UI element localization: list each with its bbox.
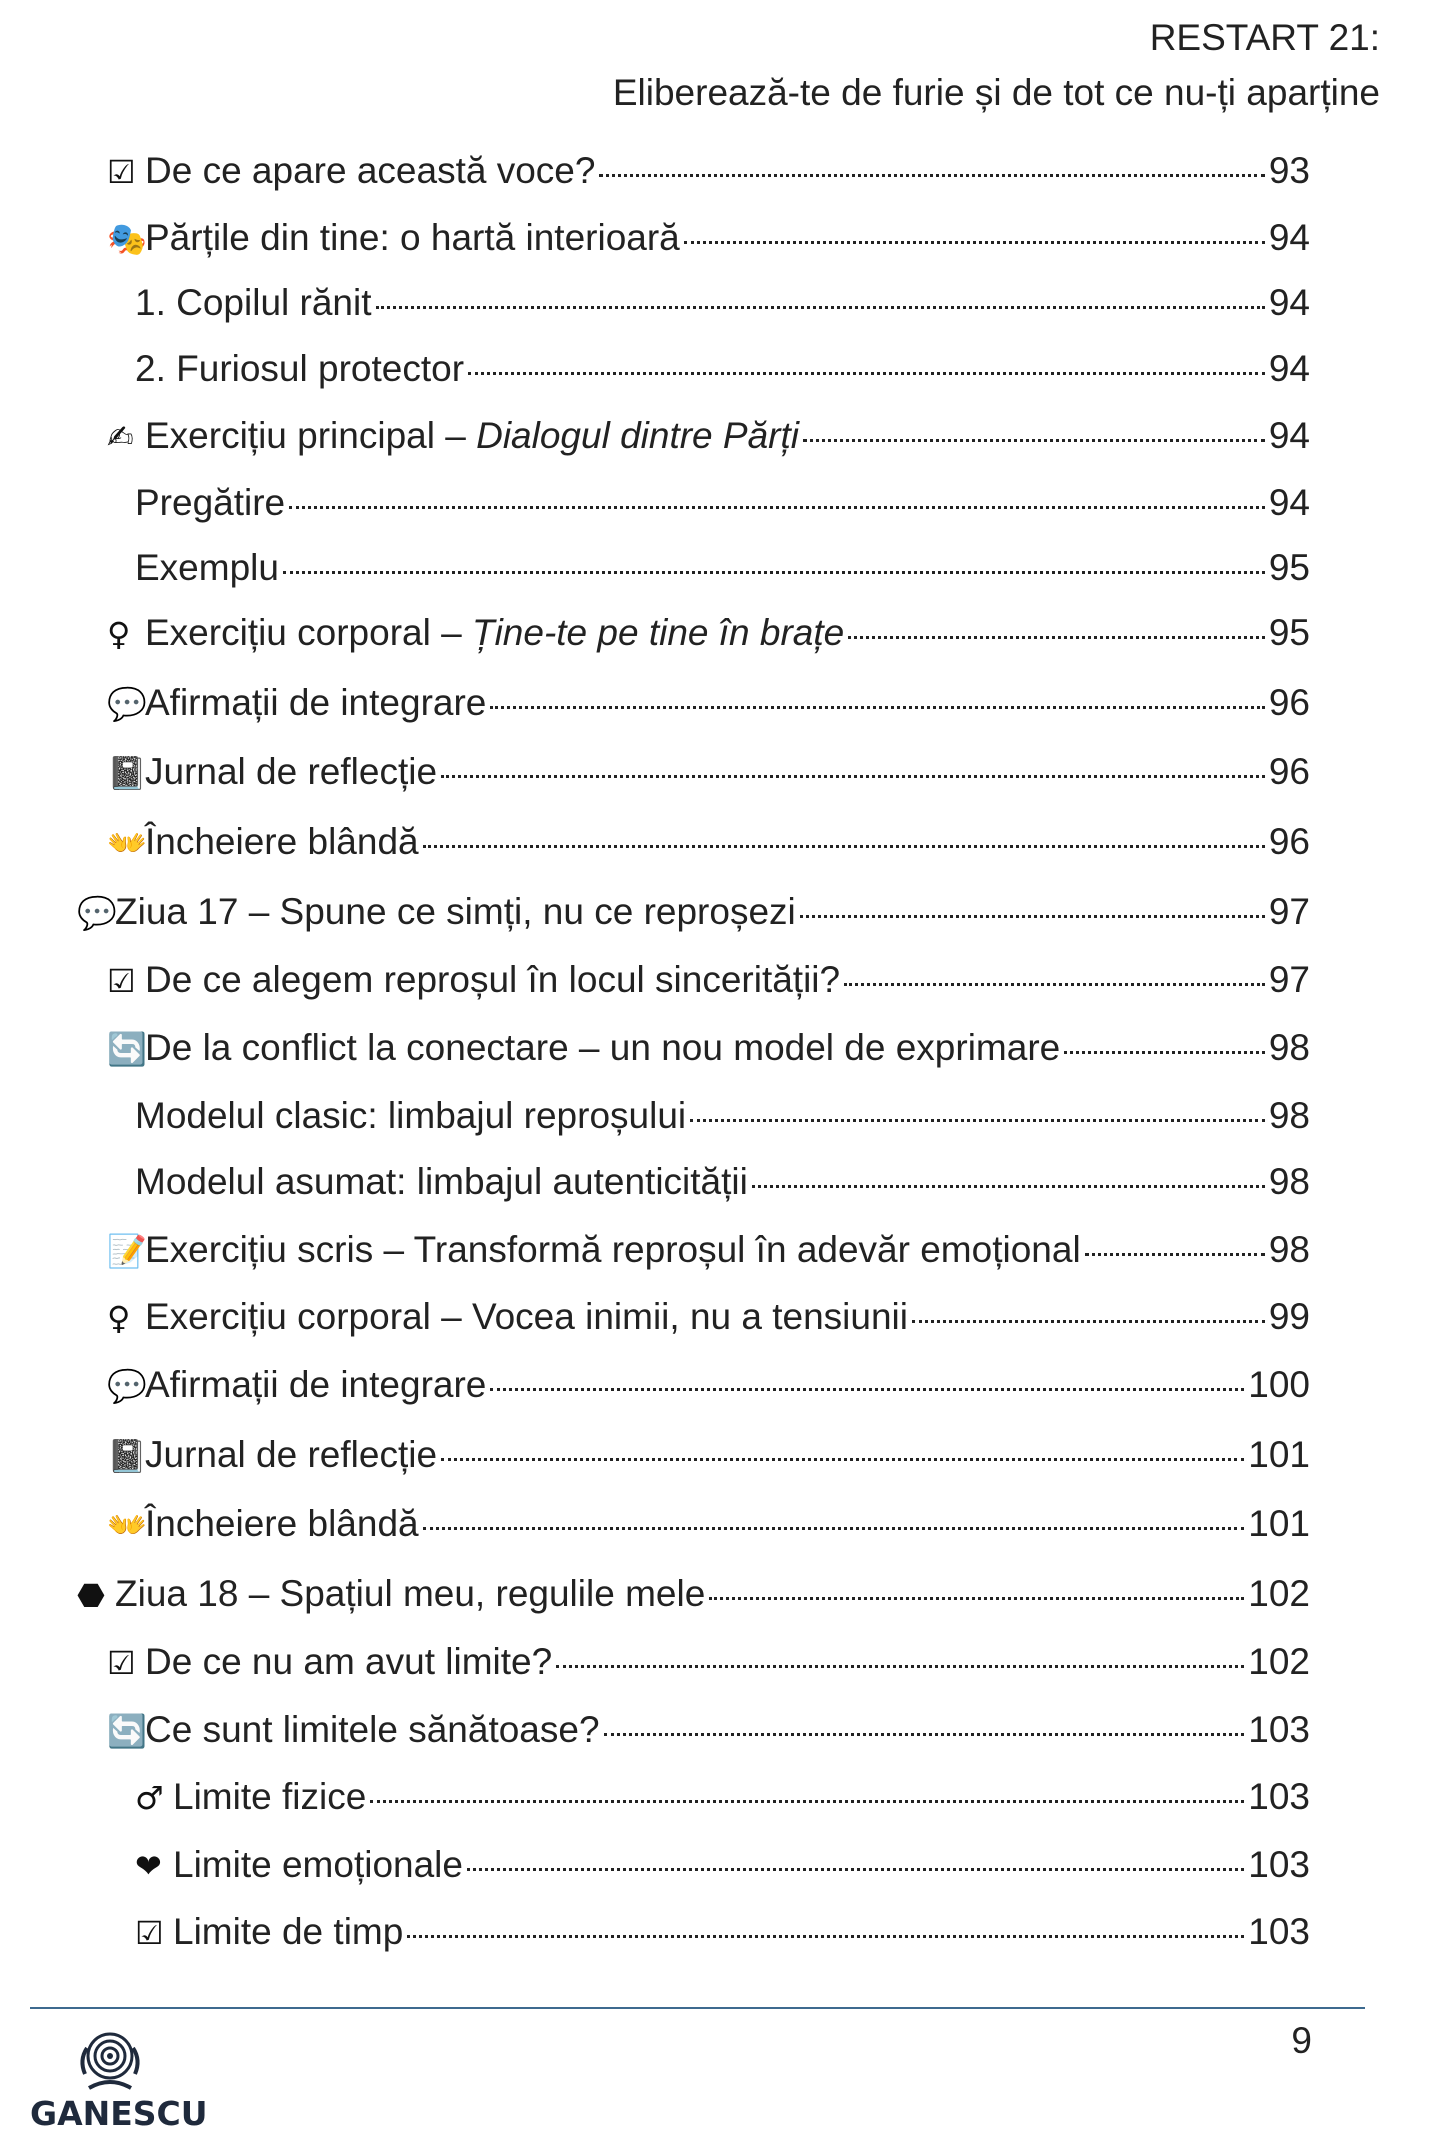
dot-leader — [441, 1457, 1244, 1461]
toc-entry-title — [173, 1911, 403, 1953]
toc-entry-title — [145, 751, 437, 793]
toc-entry-page: 103 — [1248, 1776, 1310, 1817]
toc-entry[interactable] — [135, 1911, 1310, 1971]
toc-entry-title-text: 2. Furiosul protector — [135, 348, 465, 389]
toc-entry-page: 94 — [1268, 282, 1310, 323]
toc-entry-page: 94 — [1268, 415, 1310, 456]
checkbox-icon: ☑ — [107, 962, 136, 1000]
checkbox-icon: ☑ — [107, 1644, 136, 1682]
logo-text: GANESCU — [30, 2094, 208, 2133]
toc-entry-title — [145, 1641, 552, 1683]
toc-entry-title-text: De ce apare această voce? — [145, 150, 596, 191]
dot-leader — [684, 240, 1265, 244]
dot-leader — [803, 438, 1265, 442]
toc-entry-title — [145, 612, 844, 654]
toc-entry[interactable] — [135, 1776, 1310, 1836]
dot-leader — [604, 1732, 1245, 1736]
toc-entry[interactable] — [135, 282, 1310, 342]
logo-emblem-icon — [75, 2030, 145, 2092]
toc-entry[interactable] — [107, 1027, 1310, 1087]
toc-entry[interactable] — [77, 1573, 1310, 1633]
male-sign-icon: ♂ — [135, 1779, 164, 1817]
dot-leader — [599, 173, 1264, 177]
toc-entry-page: 101 — [1248, 1503, 1310, 1544]
toc-entry-page: 97 — [1268, 959, 1310, 1000]
cycle-arrows-icon: 🔄 — [107, 1712, 147, 1750]
dot-leader — [423, 1526, 1245, 1530]
toc-entry-title-italic: Ține-te pe tine în brațe — [471, 612, 845, 653]
toc-entry-title-text: Exercițiu corporal – — [145, 612, 472, 653]
footer-divider — [30, 2007, 1365, 2009]
toc-entry[interactable] — [107, 1641, 1310, 1701]
toc-entry-title — [145, 150, 595, 192]
toc-entry-title-text: Pregătire — [135, 482, 286, 523]
toc-entry[interactable] — [107, 959, 1310, 1019]
toc-entry-title — [145, 1434, 437, 1476]
theater-masks-icon: 🎭 — [107, 220, 147, 258]
toc-entry[interactable] — [135, 348, 1310, 408]
toc-entry-page: 98 — [1268, 1229, 1310, 1270]
toc-entry[interactable] — [107, 1364, 1310, 1424]
dot-leader — [1085, 1252, 1265, 1256]
dot-leader — [709, 1596, 1244, 1600]
toc-entry-title-text: Modelul clasic: limbajul reproșului — [135, 1095, 687, 1136]
toc-entry-title-text: Exercițiu principal – — [145, 415, 477, 456]
toc-entry-title-text: Afirmații de integrare — [145, 1364, 487, 1405]
toc-entry-title-text: Exercițiu scris – Transformă reproșul în adevăr emoțional — [145, 1229, 1081, 1270]
toc-entry-page: 101 — [1248, 1434, 1310, 1475]
toc-entry-title-text: Limite emoționale — [173, 1844, 463, 1885]
toc-entry-page: 98 — [1268, 1095, 1310, 1136]
dot-leader — [289, 505, 1265, 509]
female-sign-icon: ♀ — [107, 1299, 131, 1337]
toc-entry-title — [145, 821, 419, 863]
toc-entry[interactable] — [107, 751, 1310, 811]
toc-entry-page: 98 — [1268, 1027, 1310, 1068]
header-title: RESTART 21: — [1149, 17, 1380, 58]
dot-leader — [370, 1799, 1244, 1803]
toc-entry[interactable] — [107, 682, 1310, 742]
toc-entry[interactable] — [135, 482, 1310, 542]
toc-entry-title-text: Modelul asumat: limbajul autenticității — [135, 1161, 748, 1202]
open-hands-icon: 👐 — [107, 1506, 147, 1544]
speech-bubble-icon: 💬 — [107, 685, 147, 723]
toc-entry-title-text: Încheiere blândă — [145, 821, 419, 862]
notebook-icon: 📓 — [107, 754, 147, 792]
toc-entry-title — [145, 959, 840, 1001]
toc-entry[interactable] — [107, 1229, 1310, 1289]
dot-leader — [556, 1664, 1244, 1668]
toc-entry-title — [135, 547, 279, 589]
toc-entry-title — [173, 1776, 366, 1818]
toc-entry-title — [145, 1709, 600, 1751]
dot-leader — [848, 635, 1265, 639]
toc-entry-title-text: Afirmații de integrare — [145, 682, 487, 723]
toc-entry[interactable] — [107, 1434, 1310, 1494]
toc-entry-page: 96 — [1268, 821, 1310, 862]
speech-bubble-icon: 💬 — [107, 1367, 147, 1405]
open-hands-icon: 👐 — [107, 824, 147, 862]
toc-entry[interactable] — [135, 1844, 1310, 1904]
toc-entry-page: 96 — [1268, 682, 1310, 723]
dot-leader — [690, 1118, 1265, 1122]
toc-entry-page: 102 — [1248, 1641, 1310, 1682]
toc-entry-title — [135, 1161, 748, 1203]
toc-entry-page: 94 — [1268, 482, 1310, 523]
toc-entry-title-text: Jurnal de reflecție — [145, 1434, 438, 1475]
heart-icon: ❤ — [135, 1847, 162, 1885]
dot-leader — [468, 371, 1265, 375]
toc-entry-title — [135, 482, 285, 524]
toc-entry[interactable] — [107, 1709, 1310, 1769]
dot-leader — [1064, 1050, 1265, 1054]
dot-leader — [441, 774, 1265, 778]
dot-leader — [283, 570, 1265, 574]
toc-entry-title — [135, 348, 464, 390]
dot-leader — [376, 305, 1265, 309]
toc-entry-title-text: De ce alegem reproșul în locul sincerității? — [145, 959, 841, 1000]
toc-entry-title-text: 1. Copilul rănit — [135, 282, 372, 323]
female-sign-icon: ♀ — [107, 615, 131, 653]
toc-entry-page: 94 — [1268, 217, 1310, 258]
toc-entry-title-text: Ziua 17 – Spune ce simți, nu ce reproșezi — [115, 891, 796, 932]
toc-entry-page: 103 — [1248, 1844, 1310, 1885]
page-number: 9 — [1291, 2020, 1312, 2061]
toc-entry-title-text: Ce sunt limitele sănătoase? — [145, 1709, 600, 1750]
toc-entry[interactable] — [135, 547, 1310, 607]
toc-entry[interactable] — [135, 1161, 1310, 1221]
toc-entry-page: 100 — [1248, 1364, 1310, 1405]
toc-entry-title — [145, 1229, 1081, 1271]
toc-entry-title — [145, 217, 680, 259]
toc-entry-page: 97 — [1268, 891, 1310, 932]
toc-entry-title-text: Limite fizice — [173, 1776, 367, 1817]
toc-entry-title — [145, 1503, 419, 1545]
dot-leader — [844, 982, 1265, 986]
toc-entry[interactable] — [107, 821, 1310, 881]
memo-icon: 📝 — [107, 1232, 147, 1270]
dot-leader — [467, 1867, 1244, 1871]
ganescu-logo — [30, 2030, 208, 2133]
dot-leader — [490, 1387, 1244, 1391]
dot-leader — [912, 1319, 1265, 1323]
toc-entry-title-text: Încheiere blândă — [145, 1503, 419, 1544]
toc-entry-page: 102 — [1248, 1573, 1310, 1614]
dot-leader — [423, 844, 1265, 848]
checkbox-icon: ☑ — [135, 1914, 164, 1952]
toc-entry-title-italic: Dialogul dintre Părți — [476, 415, 799, 456]
notebook-icon: 📓 — [107, 1437, 147, 1475]
toc-entry-page: 96 — [1268, 751, 1310, 792]
toc-entry-title — [145, 1296, 908, 1338]
toc-entry-title — [135, 282, 372, 324]
dot-leader — [407, 1934, 1244, 1938]
toc-entry-title-text: Părțile din tine: o hartă interioară — [145, 217, 680, 258]
toc-entry-page: 103 — [1248, 1709, 1310, 1750]
toc-entry-title — [145, 1027, 1060, 1069]
toc-entry[interactable] — [107, 415, 1310, 475]
toc-entry-title-text: De ce nu am avut limite? — [145, 1641, 553, 1682]
toc-entry[interactable] — [135, 1095, 1310, 1155]
toc-entry-page: 99 — [1268, 1296, 1310, 1337]
toc-entry[interactable] — [107, 612, 1310, 672]
dot-leader — [490, 705, 1264, 709]
stop-octagon-icon: ⬣ — [77, 1576, 105, 1614]
dot-leader — [752, 1184, 1265, 1188]
toc-entry-title — [145, 682, 486, 724]
toc-entry-page: 95 — [1268, 547, 1310, 588]
cycle-arrows-icon: 🔄 — [107, 1030, 147, 1068]
toc-entry[interactable] — [77, 891, 1310, 951]
toc-entry-page: 98 — [1268, 1161, 1310, 1202]
toc-entry-title — [115, 891, 796, 933]
toc-entry-title-text: Exemplu — [135, 547, 279, 588]
toc-entry[interactable] — [107, 217, 1310, 277]
speech-bubble-icon: 💬 — [77, 894, 117, 932]
toc-entry-title-text: De la conflict la conectare – un nou model de exprimare — [145, 1027, 1061, 1068]
header-subtitle: Eliberează-te de furie și de tot ce nu-ți aparține — [612, 72, 1380, 113]
toc-entry-page: 93 — [1268, 150, 1310, 191]
toc-entry[interactable] — [107, 150, 1310, 210]
toc-entry-title — [145, 1364, 486, 1406]
writing-hand-icon: ✍ — [107, 418, 134, 456]
toc-entry-title-text: Limite de timp — [173, 1911, 404, 1952]
running-header — [613, 10, 1380, 120]
toc-entry-title — [173, 1844, 463, 1886]
toc-entry[interactable] — [107, 1503, 1310, 1563]
toc-entry-title-text: Exercițiu corporal – Vocea inimii, nu a tensiunii — [145, 1296, 908, 1337]
toc-entry-title-text: Jurnal de reflecție — [145, 751, 438, 792]
toc-entry-title — [135, 1095, 686, 1137]
toc-entry-page: 95 — [1268, 612, 1310, 653]
dot-leader — [800, 914, 1265, 918]
toc-entry-title — [115, 1573, 705, 1615]
toc-entry[interactable] — [107, 1296, 1310, 1356]
toc-entry-title-text: Ziua 18 – Spațiul meu, regulile mele — [115, 1573, 706, 1614]
checkbox-icon: ☑ — [107, 153, 136, 191]
toc-entry-page: 94 — [1268, 348, 1310, 389]
toc-entry-title — [145, 415, 799, 457]
toc-entry-page: 103 — [1248, 1911, 1310, 1952]
